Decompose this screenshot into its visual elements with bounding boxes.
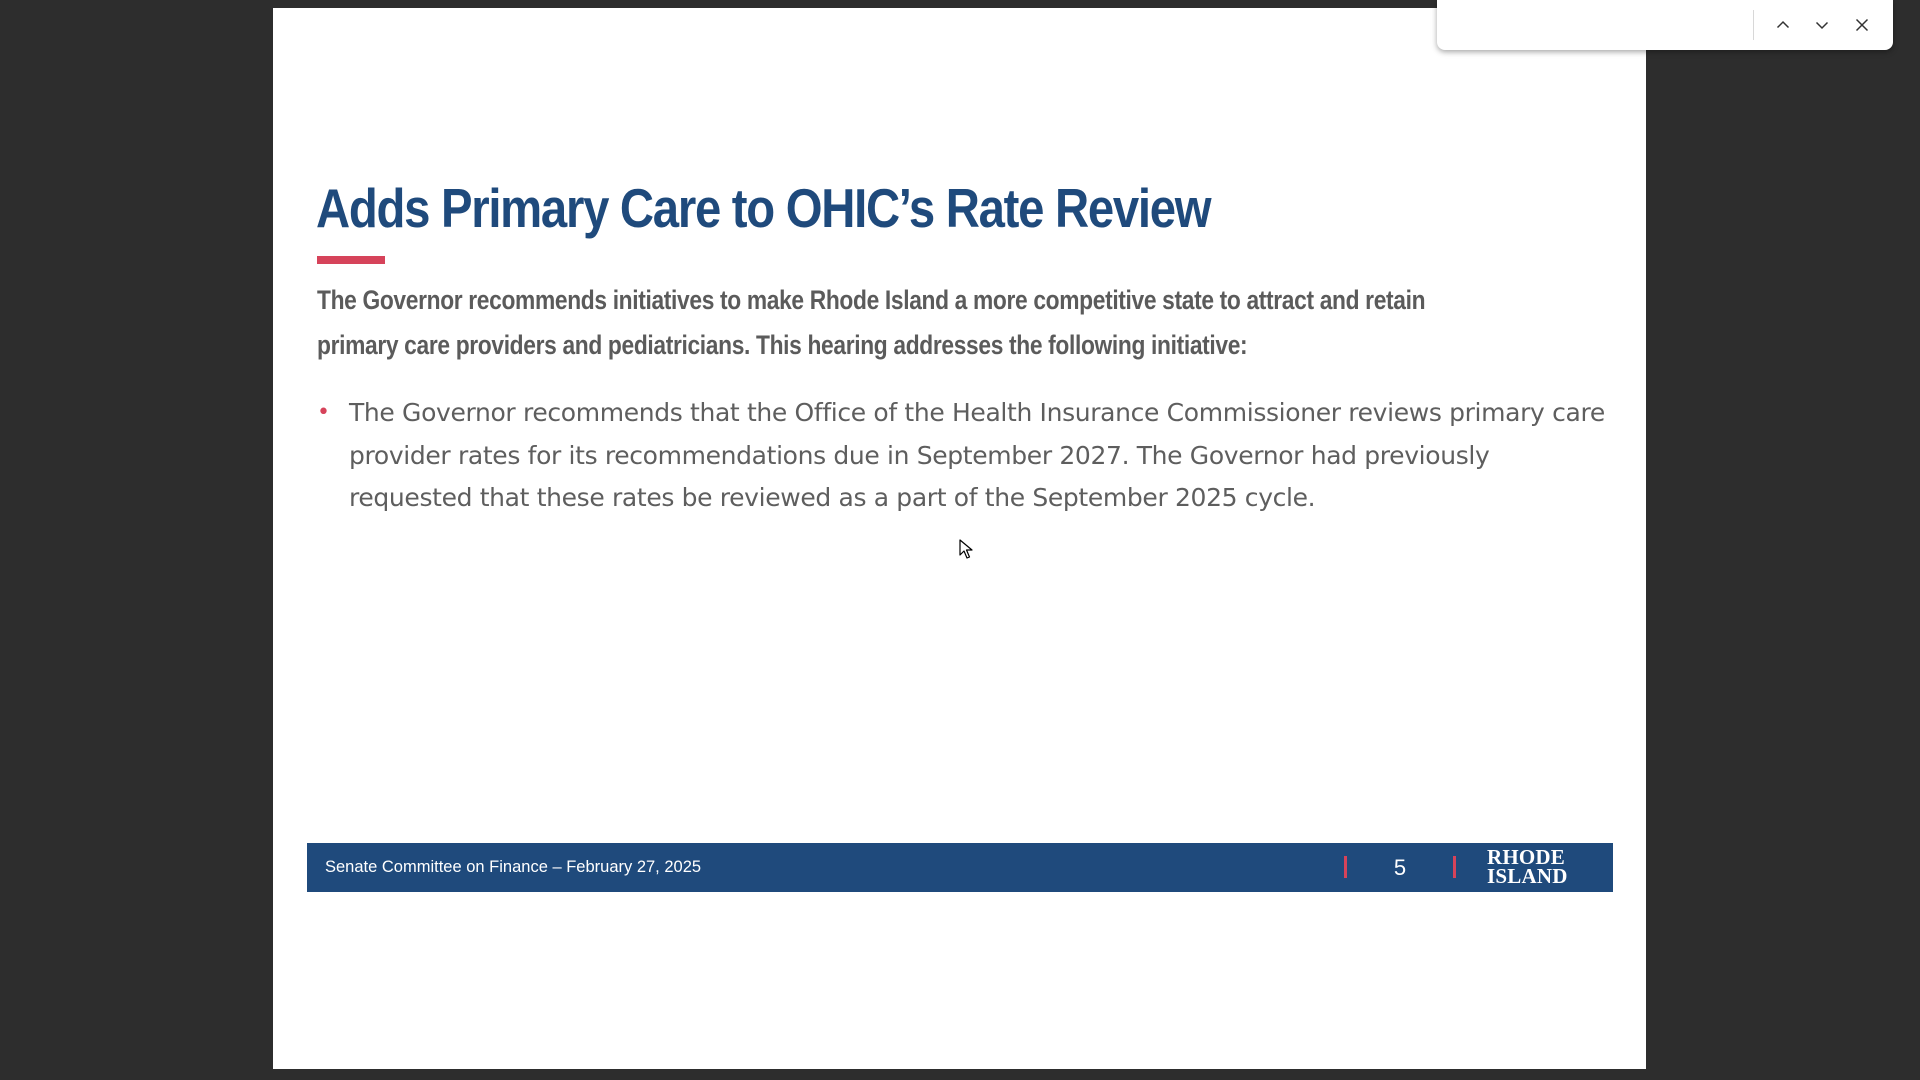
find-next-button[interactable] bbox=[1807, 10, 1837, 40]
find-divider bbox=[1753, 10, 1754, 40]
find-previous-button[interactable] bbox=[1768, 10, 1798, 40]
find-close-button[interactable] bbox=[1847, 10, 1877, 40]
slide-intro: The Governor recommends initiatives to make Rhode Island a more competitive state to attract and retain primary care providers and pediatricians. This hearing addresses the following initiative: bbox=[317, 285, 1426, 360]
logo-line-1: RHODE bbox=[1487, 845, 1566, 869]
rhode-island-logo bbox=[1487, 845, 1587, 888]
slide-title: Adds Primary Care to OHIC’s Rate Review bbox=[316, 177, 1211, 239]
title-accent-bar bbox=[317, 256, 385, 264]
footer-separator bbox=[1453, 856, 1456, 878]
bullet-text: The Governor recommends that the Office of the Health Insurance Commissioner reviews primary care provider rates for its recommendations due in September 2027. The Governor had previously requested that these rates be reviewed as a part of the September 2025 cycle. bbox=[349, 398, 1605, 512]
page-number: 5 bbox=[1393, 855, 1407, 880]
footer-separator bbox=[1344, 856, 1347, 878]
slide-footer bbox=[307, 843, 1613, 892]
bullet-item bbox=[317, 392, 1607, 520]
logo-line-2: ISLAND bbox=[1487, 864, 1568, 888]
mouse-cursor-icon bbox=[959, 539, 973, 559]
bullet-marker: • bbox=[317, 400, 330, 425]
find-input[interactable] bbox=[1451, 10, 1755, 42]
close-icon bbox=[1854, 17, 1870, 33]
find-bar bbox=[1437, 0, 1893, 50]
bullet-list bbox=[317, 392, 1607, 520]
footer-text: Senate Committee on Finance – February 27, 2025 bbox=[325, 858, 702, 876]
chevron-up-icon bbox=[1775, 17, 1791, 33]
chevron-down-icon bbox=[1814, 17, 1830, 33]
